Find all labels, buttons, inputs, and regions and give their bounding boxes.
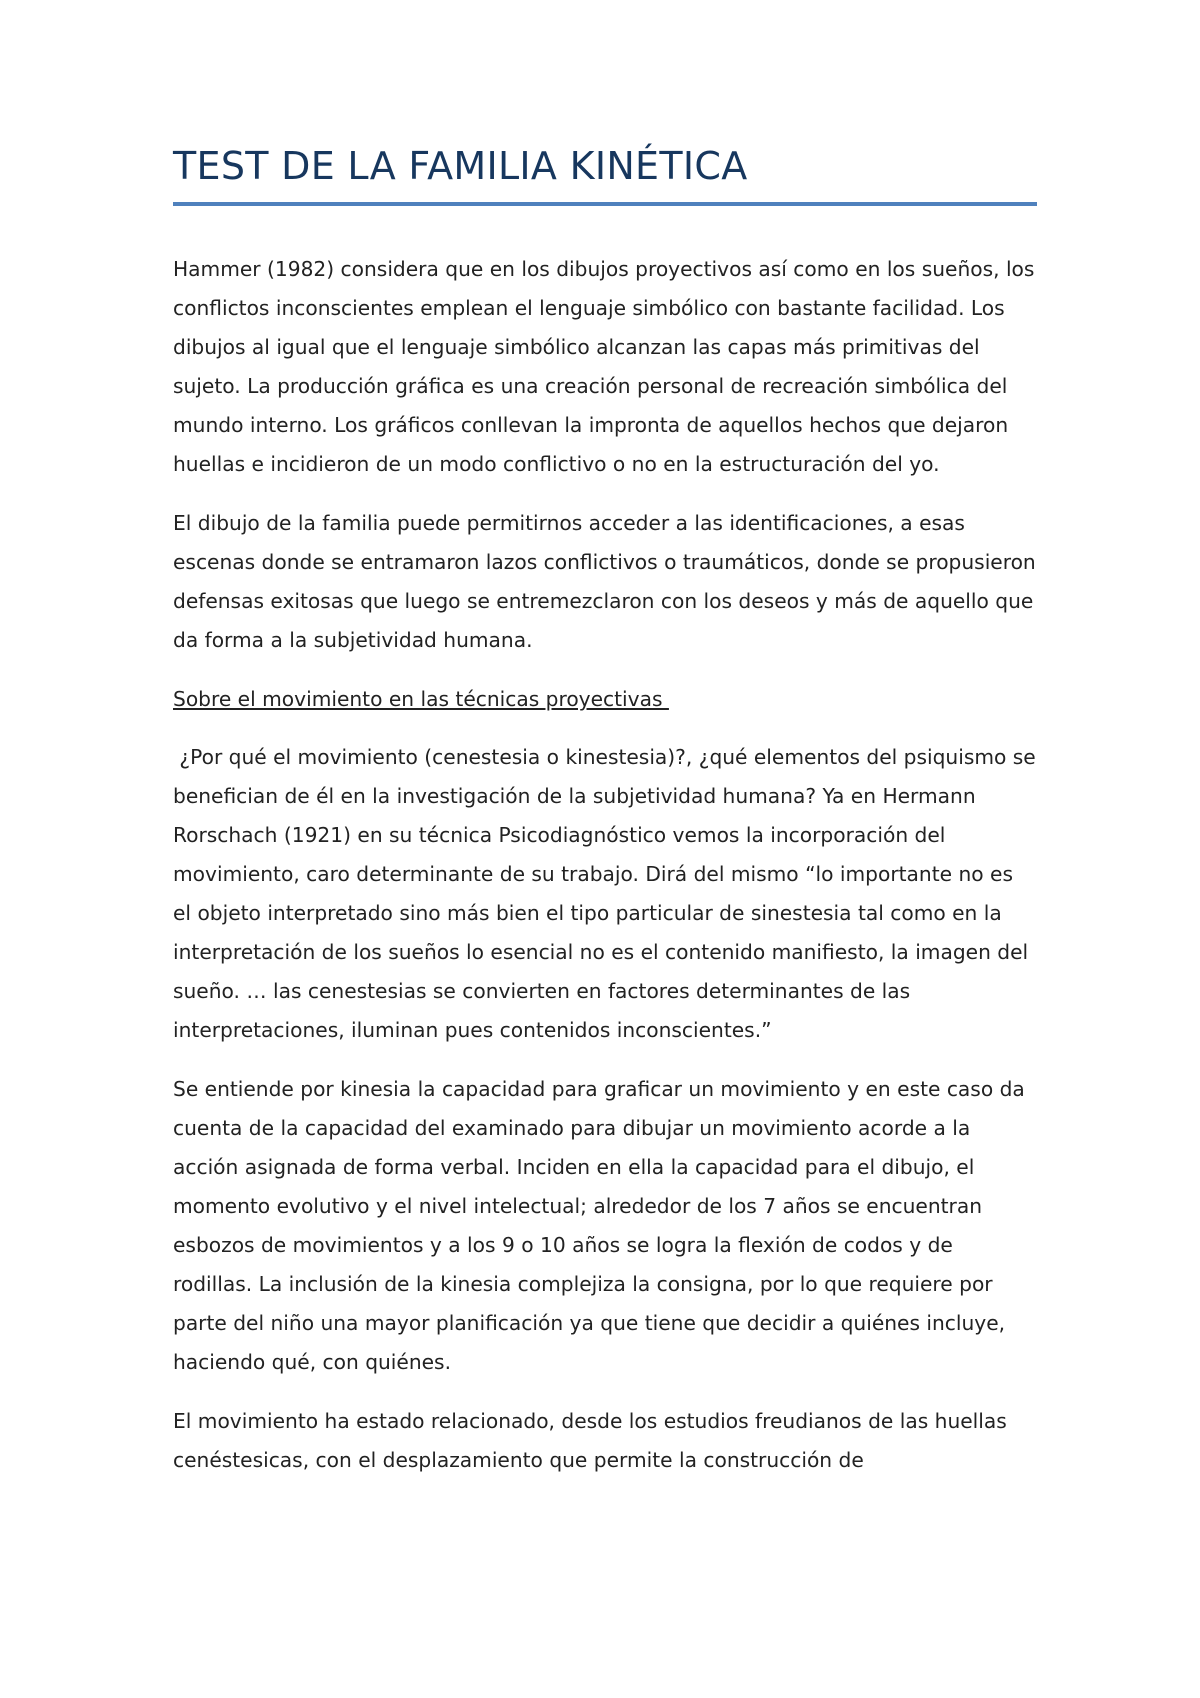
document-body	[173, 140, 1043, 1500]
paragraph-rorschach: ¿Por qué el movimiento (cenestesia o kinestesia)?, ¿qué elementos del psiquismo se benefician de él en la investigación de la subjetividad humana? Ya en Hermann Rorschach (1921) en su técnica Psicodiagnóstico vemos la incorporación del movimiento, caro determinante de su trabajo. Dirá del mismo “lo importante no es el objeto interpretado sino más bien el tipo particular de sinestesia tal como en la interpretación de los sueños lo esencial no es el contenido manifiesto, la imagen del sueño. … las cenestesias se convierten en factores determinantes de las interpretaciones, iluminan pues contenidos inconscientes.”	[173, 745, 1043, 1042]
section-subheading: Sobre el movimiento en las técnicas proyectivas	[173, 687, 669, 711]
paragraph-family-drawing: El dibujo de la familia puede permitirnos acceder a las identificaciones, a esas escenas donde se entramaron lazos conflictivos o traumáticos, donde se propusieron defensas exitosas que luego se entremezclaron con los deseos y más de aquello que da forma a la subjetividad humana.	[173, 511, 1036, 652]
paragraph-kinesia: Se entiende por kinesia la capacidad para graficar un movimiento y en este caso da cuenta de la capacidad del examinado para dibujar un movimiento acorde a la acción asignada de forma verbal. Inciden en ella la capacidad para el dibujo, el momento evolutivo y el nivel intelectual; alrededor de los 7 años se encuentran esbozos de movimientos y a los 9 o 10 años se logra la flexión de codos y de rodillas. La inclusión de la kinesia complejiza la consigna, por lo que requiere por parte del niño una mayor planificación ya que tiene que decidir a quiénes incluye, haciendo qué, con quiénes.	[173, 1077, 1025, 1374]
title-underline-rule	[173, 202, 1037, 206]
page-title: TEST DE LA FAMILIA KINÉTICA	[173, 144, 748, 188]
paragraph-hammer: Hammer (1982) considera que en los dibujos proyectivos así como en los sueños, los conflictos inconscientes emplean el lenguaje simbólico con bastante facilidad. Los dibujos al igual que el lenguaje simbólico alcanzan las capas más primitivas del sujeto. La producción gráfica es una creación personal de recreación simbólica del mundo interno. Los gráficos conllevan la impronta de aquellos hechos que dejaron huellas e incidieron de un modo conflictivo o no en la estructuración del yo.	[173, 257, 1035, 476]
paragraph-movement: El movimiento ha estado relacionado, desde los estudios freudianos de las huellas cenéstesicas, con el desplazamiento que permite la construcción de	[173, 1409, 1007, 1472]
